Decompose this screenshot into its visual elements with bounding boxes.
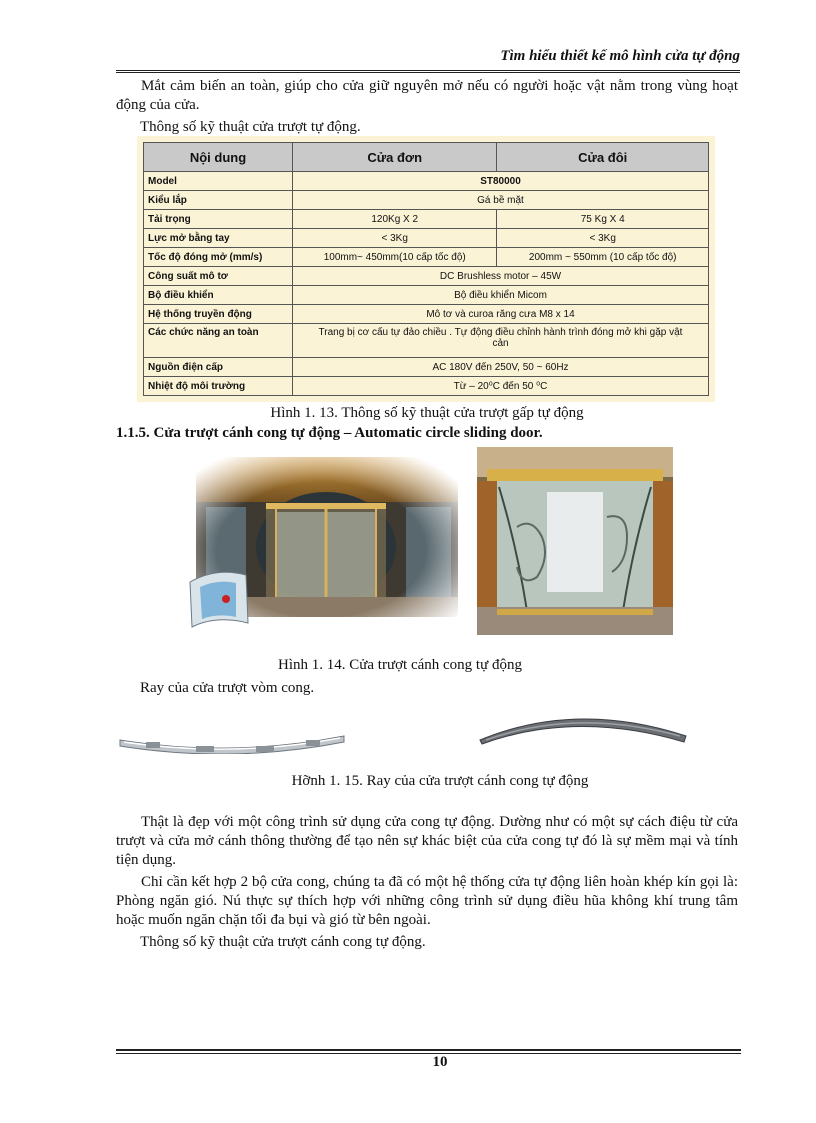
row-value-single: < 3Kg bbox=[293, 229, 497, 248]
intro-text: Mắt cảm biến an toàn, giúp cho cửa giữ nguyên mở nếu có người hoặc vật nằm trong vùng hoạt động của cửa. bbox=[116, 78, 738, 113]
row-label: Tốc độ đóng mở (mm/s) bbox=[144, 248, 293, 267]
table-row bbox=[144, 210, 709, 229]
row-label: Lực mở bằng tay bbox=[144, 229, 293, 248]
row-value-single: 120Kg X 2 bbox=[293, 210, 497, 229]
spec-table bbox=[143, 142, 709, 396]
row-value: Từ – 20⁰C đến 50 ⁰C bbox=[293, 377, 709, 396]
row-label: Công suất mô tơ bbox=[144, 267, 293, 286]
row-value: AC 180V đến 250V, 50 ~ 60Hz bbox=[293, 358, 709, 377]
figure-caption-13: Hình 1. 13. Thông số kỹ thuật cửa trượt gấp tự động bbox=[270, 405, 584, 421]
row-value: Bộ điều khiển Micom bbox=[293, 286, 709, 305]
row-value: Mô tơ và curoa răng cưa M8 x 14 bbox=[293, 305, 709, 324]
body-paragraph-1 bbox=[116, 813, 738, 870]
table-row bbox=[144, 172, 709, 191]
row-value: Gá bề mặt bbox=[293, 191, 709, 210]
row-label: Nhiệt độ môi trường bbox=[144, 377, 293, 396]
rail-intro: Ray của cửa trượt vòm cong. bbox=[140, 680, 315, 696]
row-label: Nguồn điện cấp bbox=[144, 358, 293, 377]
curved-door-closeup-photo bbox=[477, 447, 673, 635]
table-row bbox=[144, 305, 709, 324]
row-label: Các chức năng an toàn bbox=[144, 324, 293, 358]
row-value-double: < 3Kg bbox=[497, 229, 709, 248]
row-value-double: 75 Kg X 4 bbox=[497, 210, 709, 229]
table-row bbox=[144, 358, 709, 377]
page-number: 10 bbox=[432, 1054, 448, 1070]
curved-door-entrance-photo bbox=[176, 447, 466, 634]
row-value: Trang bị cơ cấu tự đảo chiều . Tự động điều chỉnh hành trình đóng mở khi gặp vật cản bbox=[293, 324, 709, 358]
row-label: Model bbox=[144, 172, 293, 191]
table-row bbox=[144, 229, 709, 248]
spec-intro: Thông số kỹ thuật cửa trượt tự động. bbox=[140, 119, 361, 135]
row-value: DC Brushless motor – 45W bbox=[293, 267, 709, 286]
body-text-1: Thật là đẹp với một công trình sử dụng cửa cong tự động. Dường như có một sự cách điệu từ cửa trượt và cửa mở cánh thông thường để tạo nên sự khác biệt của cửa cong tự đó là sự mềm mại và tính tiện dụng. bbox=[116, 814, 738, 868]
row-label: Hệ thống truyền động bbox=[144, 305, 293, 324]
figure-caption-15: Hỡnh 1. 15. Ray của cửa trượt cánh cong tự động bbox=[291, 773, 589, 789]
col-header: Cửa đơn bbox=[293, 143, 497, 172]
table-row bbox=[144, 324, 709, 358]
header-rule bbox=[116, 70, 740, 73]
figure-caption-14: Hình 1. 14. Cửa trượt cánh cong tự động bbox=[278, 657, 522, 673]
body-paragraph-3: Thông số kỹ thuật cửa trượt cánh cong tự động. bbox=[140, 934, 426, 950]
table-row bbox=[144, 248, 709, 267]
intro-paragraph bbox=[116, 77, 738, 115]
table-row bbox=[144, 377, 709, 396]
col-header: Nội dung bbox=[144, 143, 293, 172]
table-row bbox=[144, 191, 709, 210]
row-value-single: 100mm~ 450mm(10 cấp tốc độ) bbox=[293, 248, 497, 267]
curved-rail-image-left bbox=[116, 728, 348, 754]
col-header: Cửa đôi bbox=[497, 143, 709, 172]
row-value-double: 200mm ~ 550mm (10 cấp tốc độ) bbox=[497, 248, 709, 267]
footer-rule bbox=[116, 1049, 741, 1051]
table-row bbox=[144, 267, 709, 286]
row-value: ST80000 bbox=[293, 172, 709, 191]
row-label: Bộ điều khiển bbox=[144, 286, 293, 305]
spec-table-figure bbox=[137, 136, 715, 402]
section-heading: 1.1.5. Cửa trượt cánh cong tự động – Automatic circle sliding door. bbox=[116, 425, 543, 441]
table-row bbox=[144, 286, 709, 305]
curved-rail-image-right bbox=[476, 706, 690, 746]
running-header: Tìm hiểu thiết kế mô hình cửa tự động bbox=[500, 48, 740, 64]
row-label: Kiểu lắp bbox=[144, 191, 293, 210]
row-label: Tải trọng bbox=[144, 210, 293, 229]
body-text-2: Chỉ cần kết hợp 2 bộ cửa cong, chúng ta đã có một hệ thống cửa tự động liên hoàn khép kín gọi là: Phòng ngăn gió. Nú thực sự thích hợp với những công trình sử dụng điều hũa không khí trung tâm hoặc muốn ngăn chặn tối đa bụi và gió từ bên ngoài. bbox=[116, 874, 738, 928]
body-paragraph-2 bbox=[116, 873, 738, 930]
